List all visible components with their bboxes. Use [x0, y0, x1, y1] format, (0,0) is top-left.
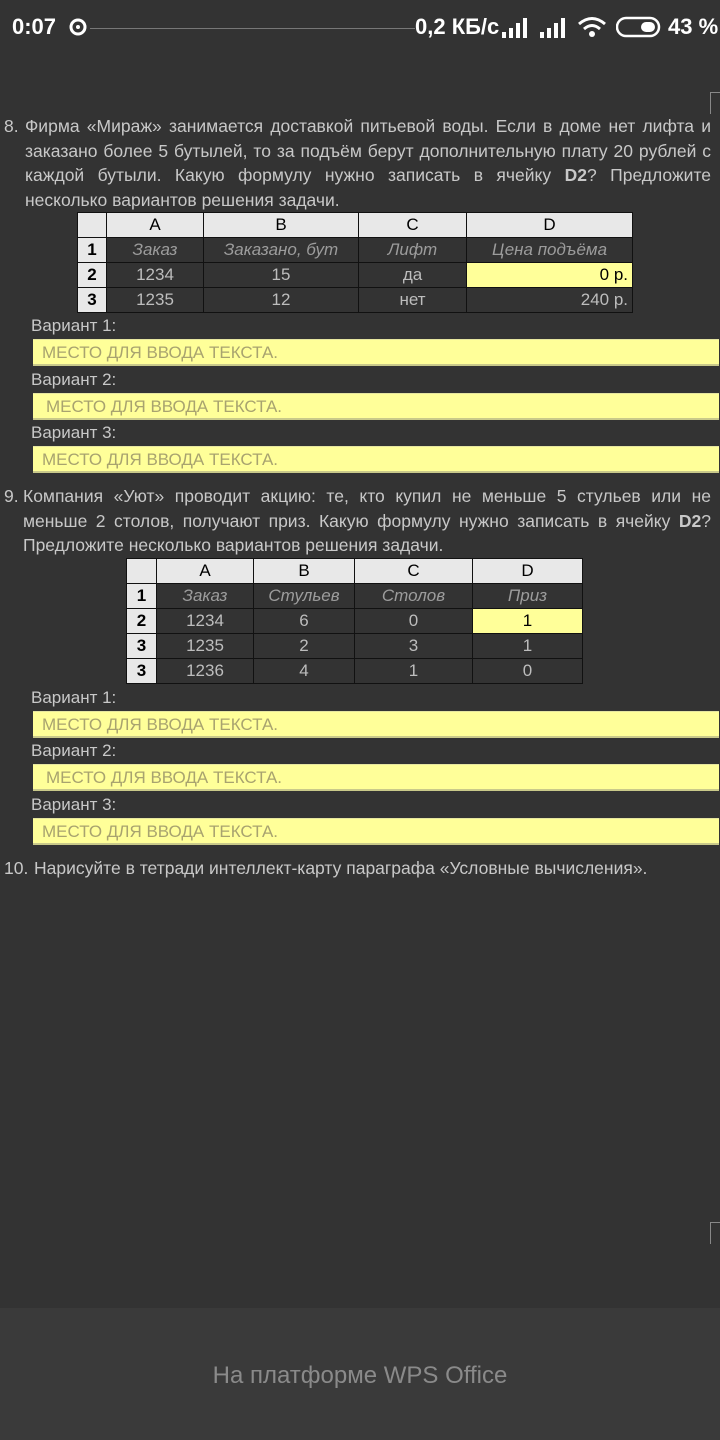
table-cell: Цена подъёма — [467, 238, 633, 263]
battery-icon — [616, 16, 664, 38]
table-cell: 1235 — [157, 634, 254, 659]
signal-icon — [500, 18, 530, 38]
column-header: A — [157, 559, 254, 584]
battery-percent: 43 % — [668, 14, 719, 39]
table-cell: 2 — [254, 634, 355, 659]
row-header: 1 — [127, 584, 157, 609]
table-cell: 1236 — [157, 659, 254, 684]
column-header: C — [355, 559, 473, 584]
text-input-field[interactable]: МЕСТО ДЛЯ ВВОДА ТЕКСТА. — [33, 393, 719, 420]
task-10 — [0, 856, 712, 882]
column-header: C — [359, 213, 467, 238]
corner-cell — [78, 213, 107, 238]
variant-label: Вариант 3: — [31, 423, 117, 442]
scroll-marker-top — [710, 92, 720, 114]
task-text — [23, 484, 711, 558]
table-cell: Стульев — [254, 584, 355, 609]
status-bar — [0, 0, 720, 56]
row-header: 3 — [127, 634, 157, 659]
wifi-icon — [577, 16, 607, 38]
signal-icon-2 — [538, 18, 568, 38]
text-input-field[interactable]: МЕСТО ДЛЯ ВВОДА ТЕКСТА. — [33, 711, 719, 738]
sync-icon — [68, 16, 90, 38]
task-9 — [0, 484, 712, 560]
spreadsheet-table — [77, 212, 633, 313]
highlighted-cell[interactable]: 1 — [473, 609, 583, 634]
table-cell: 240 р. — [467, 288, 633, 313]
table-cell: 1234 — [157, 609, 254, 634]
table-cell: Столов — [355, 584, 473, 609]
table-cell: 0 — [473, 659, 583, 684]
task-number: 10. — [4, 858, 29, 878]
spreadsheet-table — [126, 558, 583, 684]
footer-bar — [0, 1308, 720, 1440]
table-cell: 15 — [204, 263, 359, 288]
table-cell: 1235 — [107, 288, 204, 313]
variant-label: Вариант 1: — [31, 688, 117, 707]
scroll-marker-bottom — [710, 1222, 720, 1244]
table-cell: Лифт — [359, 238, 467, 263]
task-text: Нарисуйте в тетради интеллект-карту параграфа «Условные вычисления». — [34, 858, 648, 878]
variant-label: Вариант 3: — [31, 795, 117, 814]
table-cell: 1 — [473, 634, 583, 659]
variant-label: Вариант 2: — [31, 741, 117, 760]
text-input-field[interactable]: МЕСТО ДЛЯ ВВОДА ТЕКСТА. — [33, 764, 719, 791]
column-header: B — [254, 559, 355, 584]
variant-label: Вариант 2: — [31, 370, 117, 389]
table-cell: 3 — [355, 634, 473, 659]
text-input-field[interactable]: МЕСТО ДЛЯ ВВОДА ТЕКСТА. — [33, 818, 719, 845]
status-time: 0:07 — [12, 14, 57, 39]
cell-reference: D2 — [678, 510, 702, 531]
row-header: 1 — [78, 238, 107, 263]
column-header: A — [107, 213, 204, 238]
table-cell: Заказано, бут — [204, 238, 359, 263]
table-cell: 12 — [204, 288, 359, 313]
column-header: B — [204, 213, 359, 238]
text-input-field[interactable]: МЕСТО ДЛЯ ВВОДА ТЕКСТА. — [33, 446, 719, 473]
cell-reference: D2 — [564, 165, 587, 185]
table-cell: Приз — [473, 584, 583, 609]
column-header: D — [467, 213, 633, 238]
corner-cell — [127, 559, 157, 584]
task-number: 9. — [4, 486, 19, 506]
table-cell: нет — [359, 288, 467, 313]
status-divider — [90, 28, 415, 29]
table-cell: Заказ — [157, 584, 254, 609]
task-text-part: ? Предложите несколько вариантов решения задачи. — [25, 165, 711, 210]
row-header: 2 — [78, 263, 107, 288]
column-header: D — [473, 559, 583, 584]
variant-label: Вариант 1: — [31, 316, 117, 335]
task-number: 8. — [4, 116, 19, 136]
table-cell: 1234 — [107, 263, 204, 288]
highlighted-cell[interactable]: 0 р. — [467, 263, 633, 288]
task-8 — [0, 114, 712, 214]
row-header: 3 — [78, 288, 107, 313]
table-cell: 0 — [355, 609, 473, 634]
table-cell: 4 — [254, 659, 355, 684]
table-cell: да — [359, 263, 467, 288]
task-text-part: ? Предложите несколько вариантов решения задачи. — [23, 510, 711, 555]
table-cell: Заказ — [107, 238, 204, 263]
platform-label: На платформе WPS Office — [212, 1362, 508, 1389]
text-input-field[interactable]: МЕСТО ДЛЯ ВВОДА ТЕКСТА. — [33, 339, 719, 366]
task-text-part: Фирма «Мираж» занимается доставкой питьевой воды. Если в доме нет лифта и заказано более 5 бутылей, то за подъём берут дополнительную плату 20 рублей с каждой бутыли. Какую формулу нужно записать в ячейку — [25, 116, 711, 185]
table-cell: 6 — [254, 609, 355, 634]
task-text-part: Компания «Уют» проводит акцию: те, кто купил не меньше 5 стульев или не меньше 2 столов, получают приз. Какую формулу нужно записать в ячейку — [23, 486, 711, 531]
row-header: 2 — [127, 609, 157, 634]
network-speed: 0,2 КБ/с — [415, 14, 500, 39]
row-header: 3 — [127, 659, 157, 684]
table-cell: 1 — [355, 659, 473, 684]
task-text — [25, 114, 711, 212]
